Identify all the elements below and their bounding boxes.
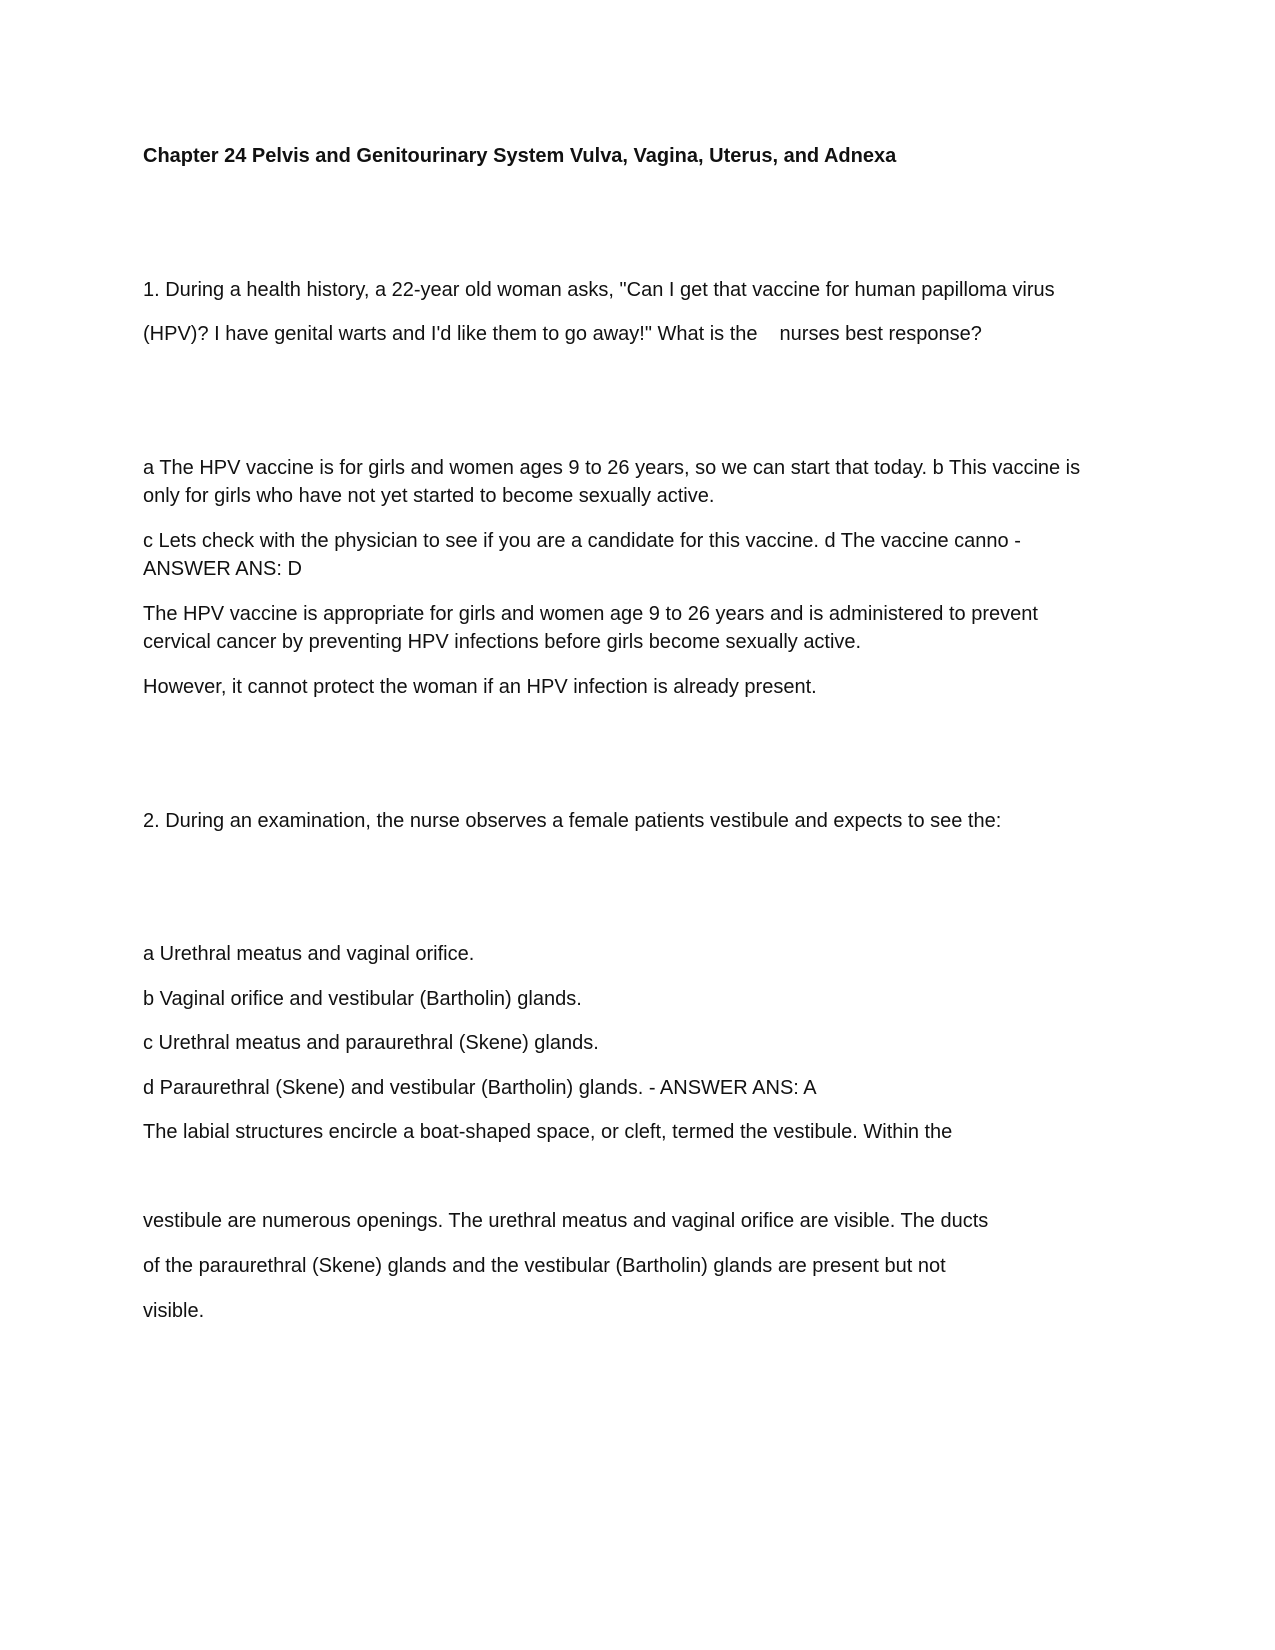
q2-rationale-line-4: visible. — [143, 1300, 205, 1322]
q1-options-line-3: c Lets check with the physician to see if you are a candidate for this vaccine. d The vaccine canno - — [143, 530, 1021, 552]
q1-stem-line-2b: nurses best response? — [779, 323, 982, 345]
q2-option-a: a Urethral meatus and vaginal orifice. — [143, 943, 475, 965]
q2-rationale-line-1: The labial structures encircle a boat-shaped space, or cleft, termed the vestibule. Within the — [143, 1121, 953, 1143]
q2-option-c: c Urethral meatus and paraurethral (Skene) glands. — [143, 1032, 599, 1054]
q2-option-b: b Vaginal orifice and vestibular (Bartholin) glands. — [143, 988, 582, 1010]
q1-options-line-2: only for girls who have not yet started to become sexually active. — [143, 485, 715, 507]
q1-rationale-line-2: cervical cancer by preventing HPV infections before girls become sexually active. — [143, 631, 862, 653]
q1-answer: ANSWER ANS: D — [143, 558, 302, 580]
q1-rationale-line-1: The HPV vaccine is appropriate for girls and women age 9 to 26 years and is administered to prevent — [143, 603, 1038, 625]
q1-stem-line-1: 1. During a health history, a 22-year old woman asks, "Can I get that vaccine for human papilloma virus — [143, 279, 1055, 301]
q1-stem-line-2 — [143, 320, 982, 348]
q1-stem-line-2a: (HPV)? I have genital warts and I'd like them to go away!" What is the — [143, 323, 758, 345]
q2-stem: 2. During an examination, the nurse observes a female patients vestibule and expects to see the: — [143, 810, 1002, 832]
q2-rationale-line-2: vestibule are numerous openings. The urethral meatus and vaginal orifice are visible. The ducts — [143, 1210, 989, 1232]
document-title: Chapter 24 Pelvis and Genitourinary System Vulva, Vagina, Uterus, and Adnexa — [143, 145, 897, 167]
q1-rationale-line-3: However, it cannot protect the woman if an HPV infection is already present. — [143, 676, 817, 698]
q1-options-line-1: a The HPV vaccine is for girls and women ages 9 to 26 years, so we can start that today. b This vaccine is — [143, 457, 1081, 479]
q2-option-d: d Paraurethral (Skene) and vestibular (Bartholin) glands. - ANSWER ANS: A — [143, 1077, 817, 1099]
q2-rationale-line-3: of the paraurethral (Skene) glands and the vestibular (Bartholin) glands are present but not — [143, 1255, 946, 1277]
